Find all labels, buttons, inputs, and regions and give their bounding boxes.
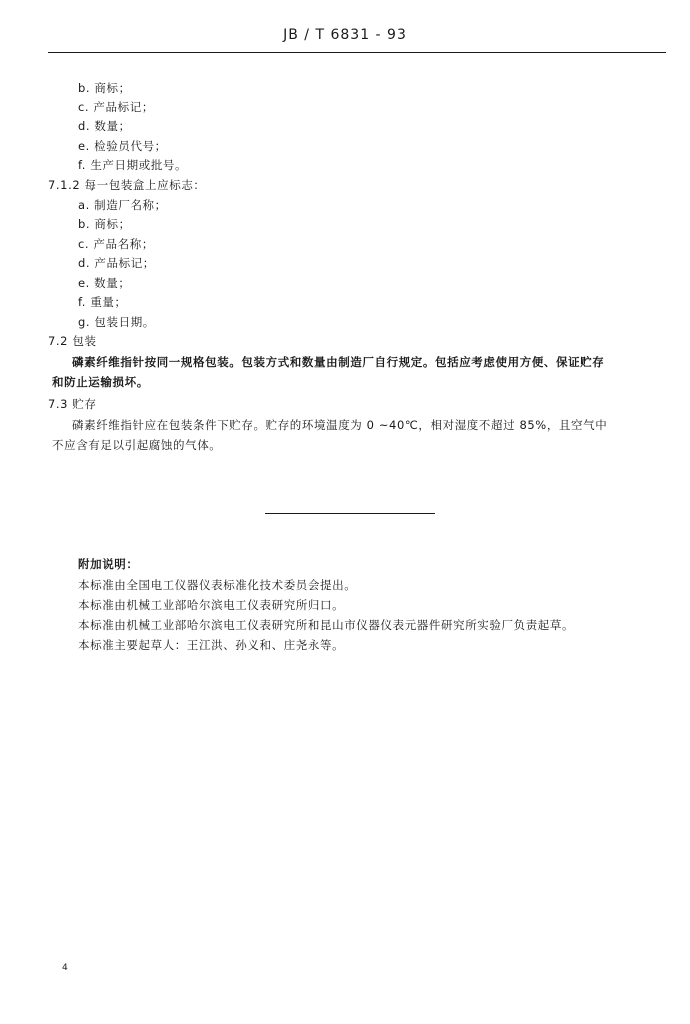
list-item: d. 产品标记； [78, 256, 155, 270]
section-heading-7-2: 7.2 包装 [48, 334, 97, 348]
list-item: e. 数量； [78, 276, 131, 290]
list-item: f. 重量； [78, 295, 127, 309]
list-item: c. 产品标记； [78, 100, 154, 114]
note-line: 本标准由机械工业部哈尔滨电工仪表研究所和昆山市仪器仪表元器件研究所实验厂负责起草。 [78, 618, 575, 632]
list-item: e. 检验员代号； [78, 139, 167, 153]
list-item: c. 产品名称； [78, 237, 154, 251]
note-line: 本标准主要起草人：王江洪、孙义和、庄尧永等。 [78, 638, 345, 652]
paragraph-packaging-line-2: 和防止运输损坏。 [52, 375, 149, 389]
list-item: f. 生产日期或批号。 [78, 158, 188, 172]
header-divider [48, 52, 666, 53]
section-heading-7-3: 7.3 贮存 [48, 397, 97, 411]
list-item: d. 数量； [78, 119, 131, 133]
list-item: b. 商标； [78, 217, 131, 231]
list-item: b. 商标； [78, 81, 131, 95]
list-item: a. 制造厂名称； [78, 198, 167, 212]
paragraph-storage-line-2: 不应含有足以引起腐蚀的气体。 [52, 438, 222, 452]
paragraph-storage-line-1: 磷素纤维指针应在包装条件下贮存。贮存的环境温度为 0 ~40℃，相对湿度不超过 85%，且空气中 [72, 418, 608, 432]
note-line: 本标准由全国电工仪器仪表标准化技术委员会提出。 [78, 578, 357, 592]
end-of-text-rule [265, 513, 435, 514]
note-line: 本标准由机械工业部哈尔滨电工仪表研究所归口。 [78, 598, 345, 612]
list-item: g. 包装日期。 [78, 315, 155, 329]
section-heading-7-1-2: 7.1.2 每一包装盒上应标志： [48, 178, 206, 192]
paragraph-packaging-line-1: 磷素纤维指针按同一规格包装。包装方式和数量由制造厂自行规定。包括应考虑使用方便、保证贮存 [72, 355, 605, 369]
page-number: 4 [62, 963, 68, 973]
notes-title: 附加说明： [78, 557, 139, 571]
document-code-header: JB / T 6831 - 93 [283, 27, 407, 43]
